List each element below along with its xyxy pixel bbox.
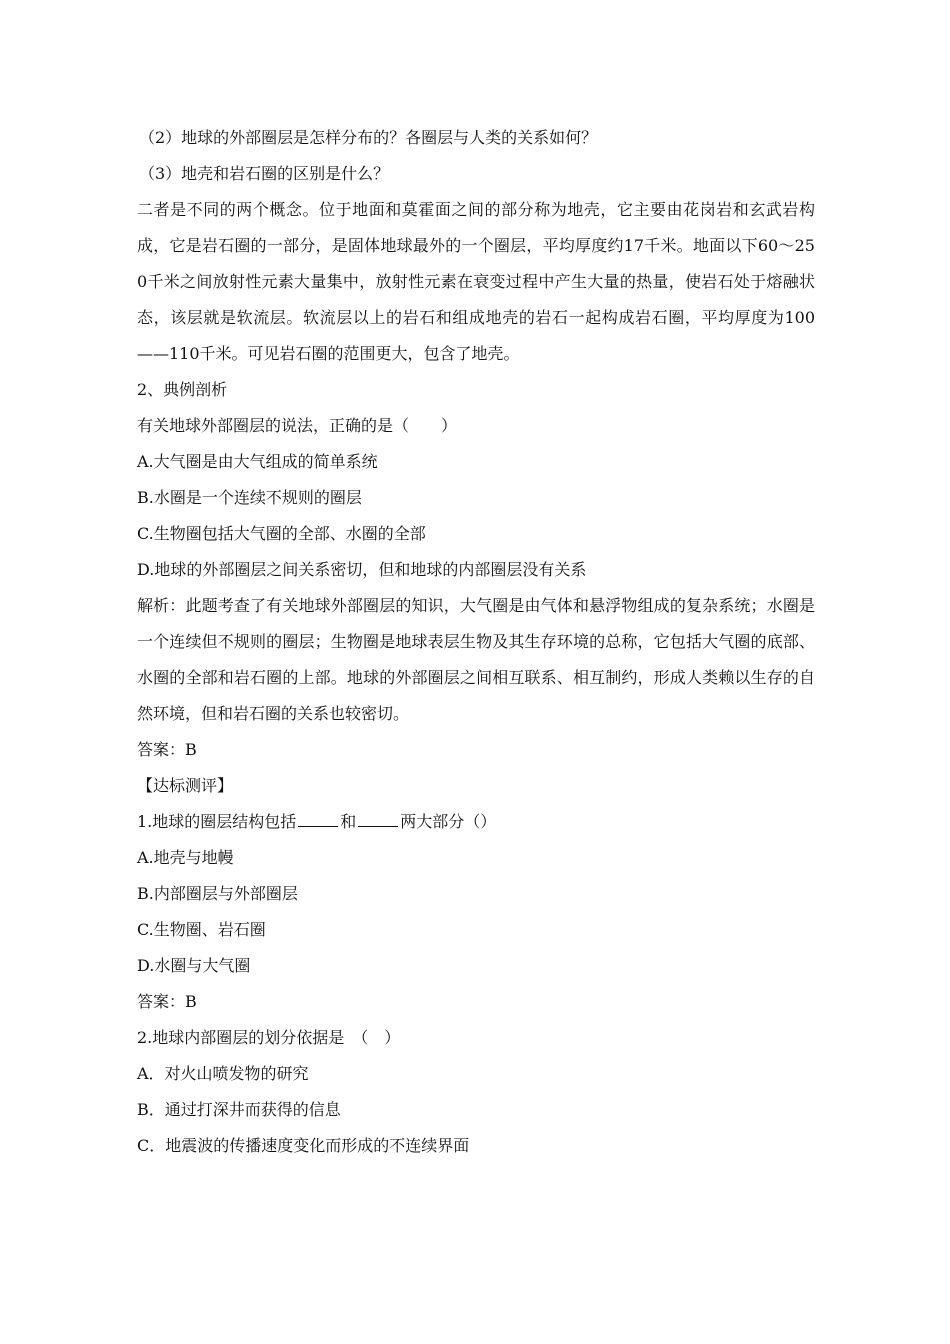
test-q2-option-a: A．对火山喷发物的研究 [137,1064,309,1083]
example-analysis: 解析：此题考查了有关地球外部圈层的知识，大气圈是由气体和悬浮物组成的复杂系统；水圈是一个连续但不规则的圈层；生物圈是地球表层生物及其生存环境的总称，它包括大气圈的底部、水圈的全部和岩石圈的上部。地球的外部圈层之间相互联系、相互制约，形成人类赖以生存的自然环境，但和岩石圈的关系也较密切。 [137,596,815,723]
blank-1 [298,812,338,827]
test-q1-answer: 答案：B [137,992,197,1011]
example-heading: 2、典例剖析 [137,380,228,399]
test-q1-middle: 和 [340,812,357,831]
example-option-d: D.地球的外部圈层之间关系密切，但和地球的内部圈层没有关系 [137,560,587,579]
answer-paragraph: 二者是不同的两个概念。位于地面和莫霍面之间的部分称为地壳，它主要由花岗岩和玄武岩构成，它是岩石圈的一部分，是固体地球最外的一个圈层，平均厚度约17千米。地面以下60～250千米之间放射性元素大量集中，放射性元素在衰变过程中产生大量的热量，使岩石处于熔融状态，该层就是软流层。软流层以上的岩石和组成地壳的岩石一起构成岩石圈，平均厚度为100——110千米。可见岩石圈的范围更大，包含了地壳。 [137,200,815,363]
test-question-2: 2.地球内部圈层的划分依据是 （ ） [137,1028,401,1047]
blank-2 [358,812,398,827]
example-question: 有关地球外部圈层的说法，正确的是（ ） [137,416,458,435]
test-q1-option-b: B.内部圈层与外部圈层 [137,884,298,903]
question-2-outer-layers: （2）地球的外部圈层是怎样分布的？各圈层与人类的关系如何？ [139,128,598,147]
test-q2-option-b: B．通过打深井而获得的信息 [137,1100,341,1119]
test-q1-option-d: D.水圈与大气圈 [137,956,251,975]
example-option-a: A.大气圈是由大气组成的简单系统 [137,452,378,471]
example-option-b: B.水圈是一个连续不规则的圈层 [137,488,362,507]
test-heading: 【达标测评】 [137,776,234,795]
test-q2-option-c: C．地震波的传播速度变化而形成的不连续界面 [137,1136,470,1155]
question-3-crust-vs-lithosphere: （3）地壳和岩石圈的区别是什么？ [139,164,390,183]
example-answer: 答案：B [137,740,197,759]
test-q1-prefix: 1.地球的圈层结构包括 [137,812,297,831]
test-question-1 [137,804,815,840]
example-option-c: C.生物圈包括大气圈的全部、水圈的全部 [137,524,426,543]
test-q1-option-a: A.地壳与地幔 [137,848,234,867]
test-q1-suffix: 两大部分（） [400,812,497,831]
document-page [137,120,815,1164]
test-q1-option-c: C.生物圈、岩石圈 [137,920,266,939]
